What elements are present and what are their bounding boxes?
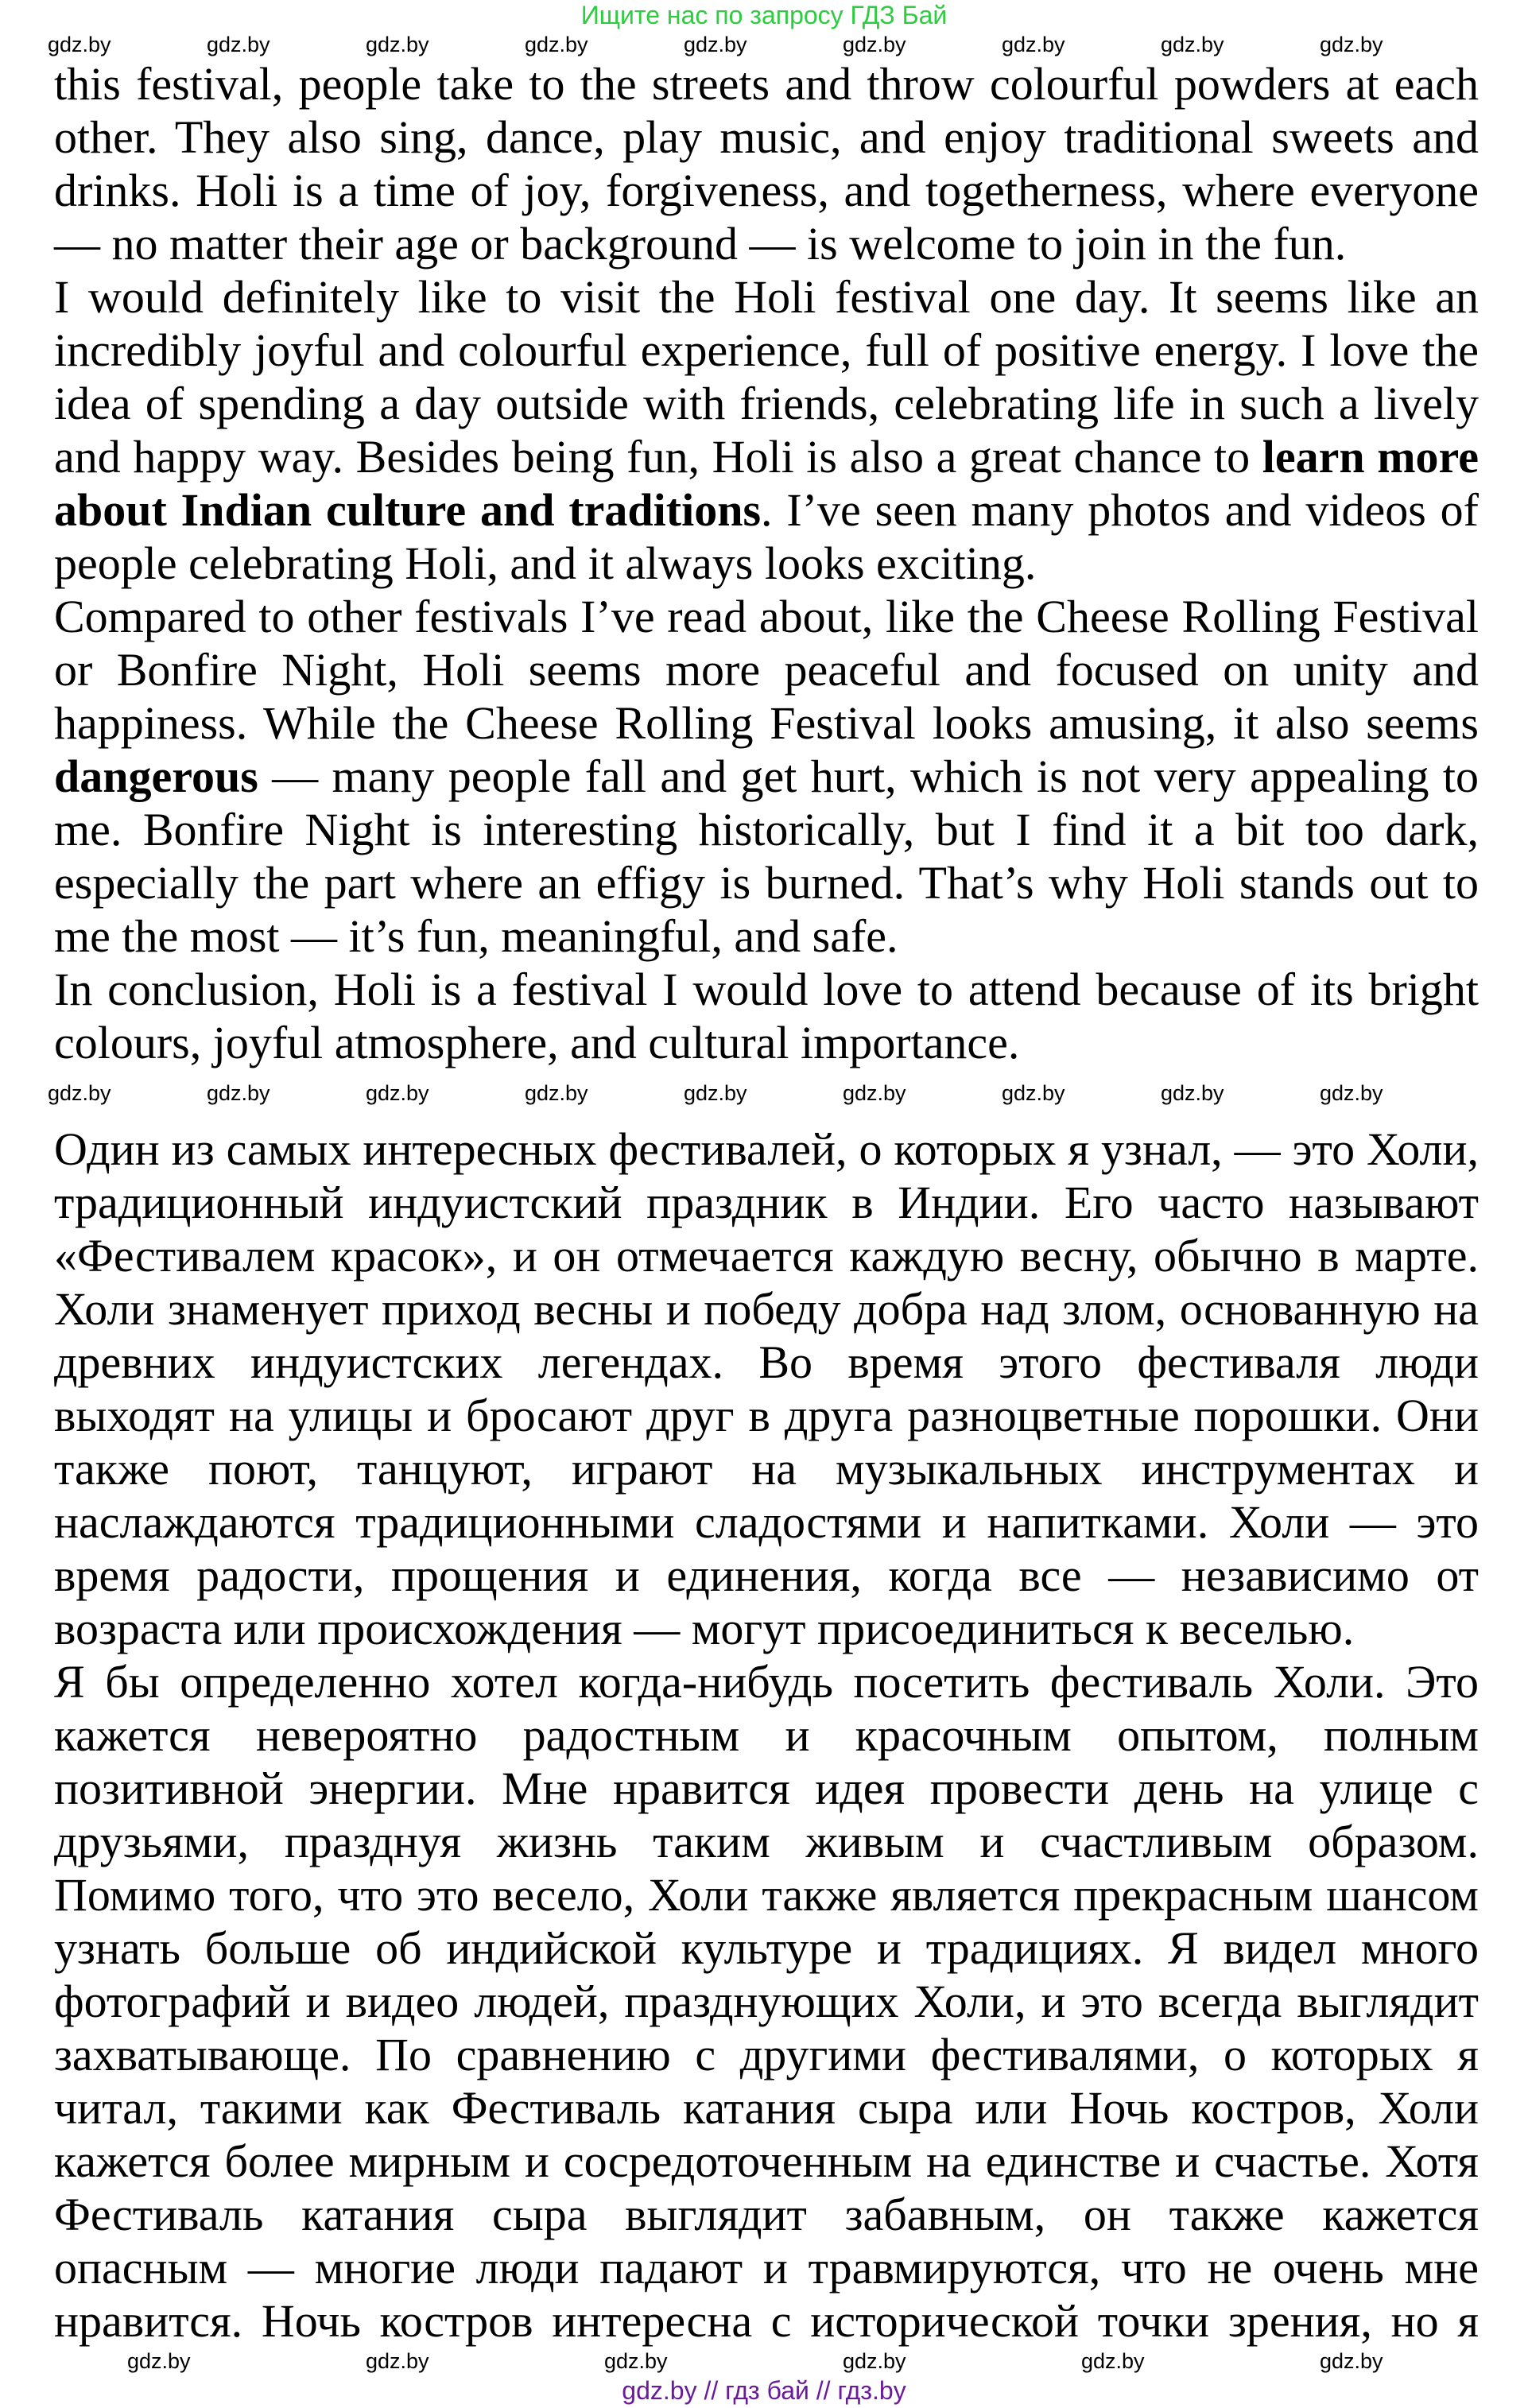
gdz-watermark: gdz.by bbox=[843, 33, 906, 56]
text-segment: — no matter their age or background — is welcome to join in the fun. bbox=[54, 218, 1347, 269]
text-line-content bbox=[54, 1495, 1479, 1549]
text-line-content bbox=[54, 696, 1479, 750]
gdz-watermark: gdz.by bbox=[1161, 33, 1224, 56]
text-line bbox=[54, 430, 1479, 483]
text-segment: In conclusion, Holi is a festival I would love to attend because of its bright bbox=[54, 964, 1479, 1015]
gdz-watermark: gdz.by bbox=[366, 1081, 429, 1105]
text-segment: Я бы определенно хотел когда-нибудь посетить фестиваль Холи. Это bbox=[54, 1656, 1479, 1708]
text-segment: incredibly joyful and colourful experience, full of positive energy. I love the bbox=[54, 324, 1479, 376]
document-body bbox=[54, 57, 1479, 2348]
text-line bbox=[54, 643, 1479, 696]
bold-phrase: learn more bbox=[1262, 431, 1479, 483]
text-segment: people celebrating Holi, and it always looks exciting. bbox=[54, 537, 1037, 589]
text-line bbox=[54, 1762, 1479, 1815]
text-line bbox=[54, 1176, 1479, 1229]
text-line-content bbox=[54, 1815, 1479, 1868]
text-segment: кажется более мирным и сосредоточенным на единстве и счастье. Хотя bbox=[54, 2135, 1479, 2187]
gdz-watermark: gdz.by bbox=[207, 33, 270, 56]
text-line bbox=[54, 1975, 1479, 2028]
text-line bbox=[54, 1442, 1479, 1495]
text-segment: Холи знаменует приход весны и победу добра над злом, основанную на bbox=[54, 1283, 1479, 1335]
text-line bbox=[54, 1708, 1479, 1762]
text-segment: . I’ve seen many photos and videos of bbox=[761, 484, 1480, 536]
text-line-content bbox=[54, 1229, 1479, 1282]
text-segment: colours, joyful atmosphere, and cultural importance. bbox=[54, 1017, 1020, 1068]
text-line bbox=[54, 1602, 1479, 1655]
text-segment: and happy way. Besides being fun, Holi is also a great chance to bbox=[54, 431, 1262, 483]
text-segment: нравится. Ночь костров интересна с исторической точки зрения, но я bbox=[54, 2295, 1479, 2347]
gdz-watermark: gdz.by bbox=[1002, 33, 1065, 56]
text-segment: — many people fall and get hurt, which is not very appealing to bbox=[258, 750, 1479, 802]
text-segment: захватывающе. По сравнению с другими фестивалями, о которых я bbox=[54, 2029, 1479, 2080]
text-line-content bbox=[54, 1921, 1479, 1975]
search-banner: Ищите нас по запросу ГДЗ Бай bbox=[580, 1, 948, 29]
text-line-content bbox=[54, 1975, 1479, 2028]
text-line-content bbox=[54, 2294, 1479, 2348]
text-line-content bbox=[54, 217, 1346, 270]
text-line-content bbox=[54, 2188, 1479, 2241]
gdz-watermark: gdz.by bbox=[48, 33, 111, 56]
text-line-content bbox=[54, 2028, 1479, 2081]
text-line-content bbox=[54, 2241, 1479, 2294]
text-line-content bbox=[54, 1389, 1479, 1442]
gdz-watermark: gdz.by bbox=[843, 2349, 906, 2373]
text-line bbox=[54, 909, 1479, 963]
text-segment: or Bonfire Night, Holi seems more peaceful and focused on unity and bbox=[54, 644, 1479, 696]
text-segment: Фестиваль катания сыра выглядит забавным, он также кажется bbox=[54, 2189, 1479, 2240]
text-line-content bbox=[54, 537, 1036, 590]
gdz-watermark: gdz.by bbox=[366, 33, 429, 56]
gdz-watermark: gdz.by bbox=[207, 1081, 270, 1105]
gdz-watermark: gdz.by bbox=[1320, 1081, 1383, 1105]
text-line bbox=[54, 537, 1479, 590]
text-line bbox=[54, 377, 1479, 430]
text-line-content bbox=[54, 1176, 1479, 1229]
text-line bbox=[54, 803, 1479, 856]
gdz-watermark: gdz.by bbox=[684, 33, 747, 56]
text-line bbox=[54, 1016, 1479, 1069]
text-line bbox=[54, 2188, 1479, 2241]
text-line-content bbox=[54, 856, 1479, 909]
text-line-content bbox=[54, 590, 1479, 643]
text-line-content bbox=[54, 2135, 1479, 2188]
text-line bbox=[54, 1229, 1479, 1282]
text-line bbox=[54, 1495, 1479, 1549]
gdz-watermark: gdz.by bbox=[525, 1081, 588, 1105]
text-line bbox=[54, 1282, 1479, 1336]
text-line-content bbox=[54, 111, 1479, 164]
text-line-content bbox=[54, 270, 1479, 324]
text-segment: other. They also sing, dance, play music, and enjoy traditional sweets and bbox=[54, 111, 1479, 163]
text-segment: drinks. Holi is a time of joy, forgiveness, and togetherness, where everyone bbox=[54, 165, 1479, 216]
text-line bbox=[54, 2135, 1479, 2188]
text-segment: древних индуистских легендах. Во время этого фестиваля люди bbox=[54, 1336, 1479, 1388]
text-line bbox=[54, 696, 1479, 750]
gdz-watermark: gdz.by bbox=[1081, 2349, 1145, 2373]
text-line-content bbox=[54, 483, 1479, 537]
text-segment: время радости, прощения и единения, когда все — независимо от bbox=[54, 1549, 1479, 1601]
text-line bbox=[54, 1123, 1479, 1176]
text-line-content bbox=[54, 1282, 1479, 1336]
text-line-content bbox=[54, 1336, 1479, 1389]
text-line-content bbox=[54, 1655, 1479, 1708]
text-line-content bbox=[54, 643, 1479, 696]
text-line-content bbox=[54, 803, 1479, 856]
gdz-watermark: gdz.by bbox=[604, 2349, 668, 2373]
text-segment: Помимо того, что это весело, Холи также является прекрасным шансом bbox=[54, 1869, 1479, 1921]
text-line bbox=[54, 2241, 1479, 2294]
text-line bbox=[54, 2294, 1479, 2348]
text-line-content bbox=[54, 377, 1479, 430]
text-line bbox=[54, 1389, 1479, 1442]
text-line-content bbox=[54, 1123, 1479, 1176]
gdz-watermark: gdz.by bbox=[843, 1081, 906, 1105]
text-line-content bbox=[54, 1549, 1479, 1602]
text-line bbox=[54, 1921, 1479, 1975]
text-line-content bbox=[54, 909, 898, 963]
text-segment: «Фестивалем красок», и он отмечается каждую весну, обычно в марте. bbox=[54, 1230, 1479, 1282]
text-segment: especially the part where an effigy is burned. That’s why Holi stands out to bbox=[54, 857, 1479, 909]
gdz-watermark: gdz.by bbox=[684, 1081, 747, 1105]
text-segment: Один из самых интересных фестивалей, о которых я узнал, — это Холи, bbox=[54, 1123, 1479, 1175]
text-line bbox=[54, 2081, 1479, 2135]
text-segment: друзьями, празднуя жизнь таким живым и счастливым образом. bbox=[54, 1816, 1479, 1867]
text-line bbox=[54, 590, 1479, 643]
gdz-watermark: gdz.by bbox=[1161, 1081, 1224, 1105]
text-line-content bbox=[54, 1868, 1479, 1921]
text-segment: позитивной энергии. Мне нравится идея провести день на улице с bbox=[54, 1762, 1479, 1814]
text-line-content bbox=[54, 430, 1479, 483]
text-line-content bbox=[54, 1602, 1354, 1655]
bold-phrase: dangerous bbox=[54, 750, 258, 802]
gdz-watermark: gdz.by bbox=[1002, 1081, 1065, 1105]
text-line-content bbox=[54, 57, 1479, 111]
text-line-content bbox=[54, 324, 1479, 377]
text-segment: me. Bonfire Night is interesting historically, but I find it a bit too dark, bbox=[54, 804, 1479, 855]
text-segment: традиционный индуистский праздник в Индии. Его часто называют bbox=[54, 1177, 1479, 1228]
text-segment: фотографий и видео людей, празднующих Холи, и это всегда выглядит bbox=[54, 1976, 1479, 2027]
text-line bbox=[54, 750, 1479, 803]
text-segment: this festival, people take to the streets and throw colourful powders at each bbox=[54, 58, 1479, 110]
text-segment: узнать больше об индийской культуре и традициях. Я видел много bbox=[54, 1922, 1479, 1974]
text-line-content bbox=[54, 1708, 1479, 1762]
gdz-watermark: gdz.by bbox=[366, 2349, 429, 2373]
text-line bbox=[54, 1549, 1479, 1602]
text-line-content bbox=[54, 2081, 1479, 2135]
text-line bbox=[54, 1815, 1479, 1868]
text-segment: me the most — it’s fun, meaningful, and safe. bbox=[54, 910, 898, 962]
text-line bbox=[54, 1655, 1479, 1708]
text-segment: Compared to other festivals I’ve read about, like the Cheese Rolling Festival bbox=[54, 591, 1479, 642]
text-line-content bbox=[54, 1016, 1019, 1069]
text-segment: happiness. While the Cheese Rolling Festival looks amusing, it also seems bbox=[54, 697, 1479, 749]
text-line bbox=[54, 164, 1479, 217]
text-line-content bbox=[54, 963, 1479, 1016]
text-line bbox=[54, 270, 1479, 324]
gdz-watermark: gdz.by bbox=[1320, 2349, 1383, 2373]
text-segment: читал, такими как Фестиваль катания сыра или Ночь костров, Холи bbox=[54, 2082, 1479, 2134]
text-line-content bbox=[54, 1762, 1479, 1815]
text-line-content bbox=[54, 750, 1479, 803]
text-segment: выходят на улицы и бросают друг в друга разноцветные порошки. Они bbox=[54, 1390, 1479, 1441]
gdz-watermark: gdz.by bbox=[525, 33, 588, 56]
text-line bbox=[54, 483, 1479, 537]
footer-banner[interactable]: gdz.by // гдз бай // гдз.by bbox=[622, 2376, 906, 2405]
text-line bbox=[54, 57, 1479, 111]
gdz-watermark: gdz.by bbox=[48, 1081, 111, 1105]
text-segment: наслаждаются традиционными сладостями и напитками. Холи — это bbox=[54, 1496, 1479, 1548]
text-segment: возраста или происхождения — могут присоединиться к веселью. bbox=[54, 1603, 1355, 1654]
text-line-content bbox=[54, 1442, 1479, 1495]
text-line bbox=[54, 1336, 1479, 1389]
gdz-watermark: gdz.by bbox=[1320, 33, 1383, 56]
text-line bbox=[54, 111, 1479, 164]
text-line bbox=[54, 2028, 1479, 2081]
text-segment: опасным — многие люди падают и травмируются, что не очень мне bbox=[54, 2242, 1479, 2294]
text-line bbox=[54, 856, 1479, 909]
text-line bbox=[54, 217, 1479, 270]
gdz-watermark: gdz.by bbox=[127, 2349, 191, 2373]
text-segment: также поют, танцуют, играют на музыкальных инструментах и bbox=[54, 1443, 1479, 1495]
bold-phrase: about Indian culture and traditions bbox=[54, 484, 762, 536]
text-line bbox=[54, 963, 1479, 1016]
text-segment: I would definitely like to visit the Holi festival one day. It seems like an bbox=[54, 271, 1479, 323]
text-line bbox=[54, 324, 1479, 377]
text-line bbox=[54, 1868, 1479, 1921]
text-line-content bbox=[54, 164, 1479, 217]
text-segment: idea of spending a day outside with friends, celebrating life in such a lively bbox=[54, 378, 1479, 429]
text-segment: кажется невероятно радостным и красочным опытом, полным bbox=[54, 1709, 1479, 1761]
